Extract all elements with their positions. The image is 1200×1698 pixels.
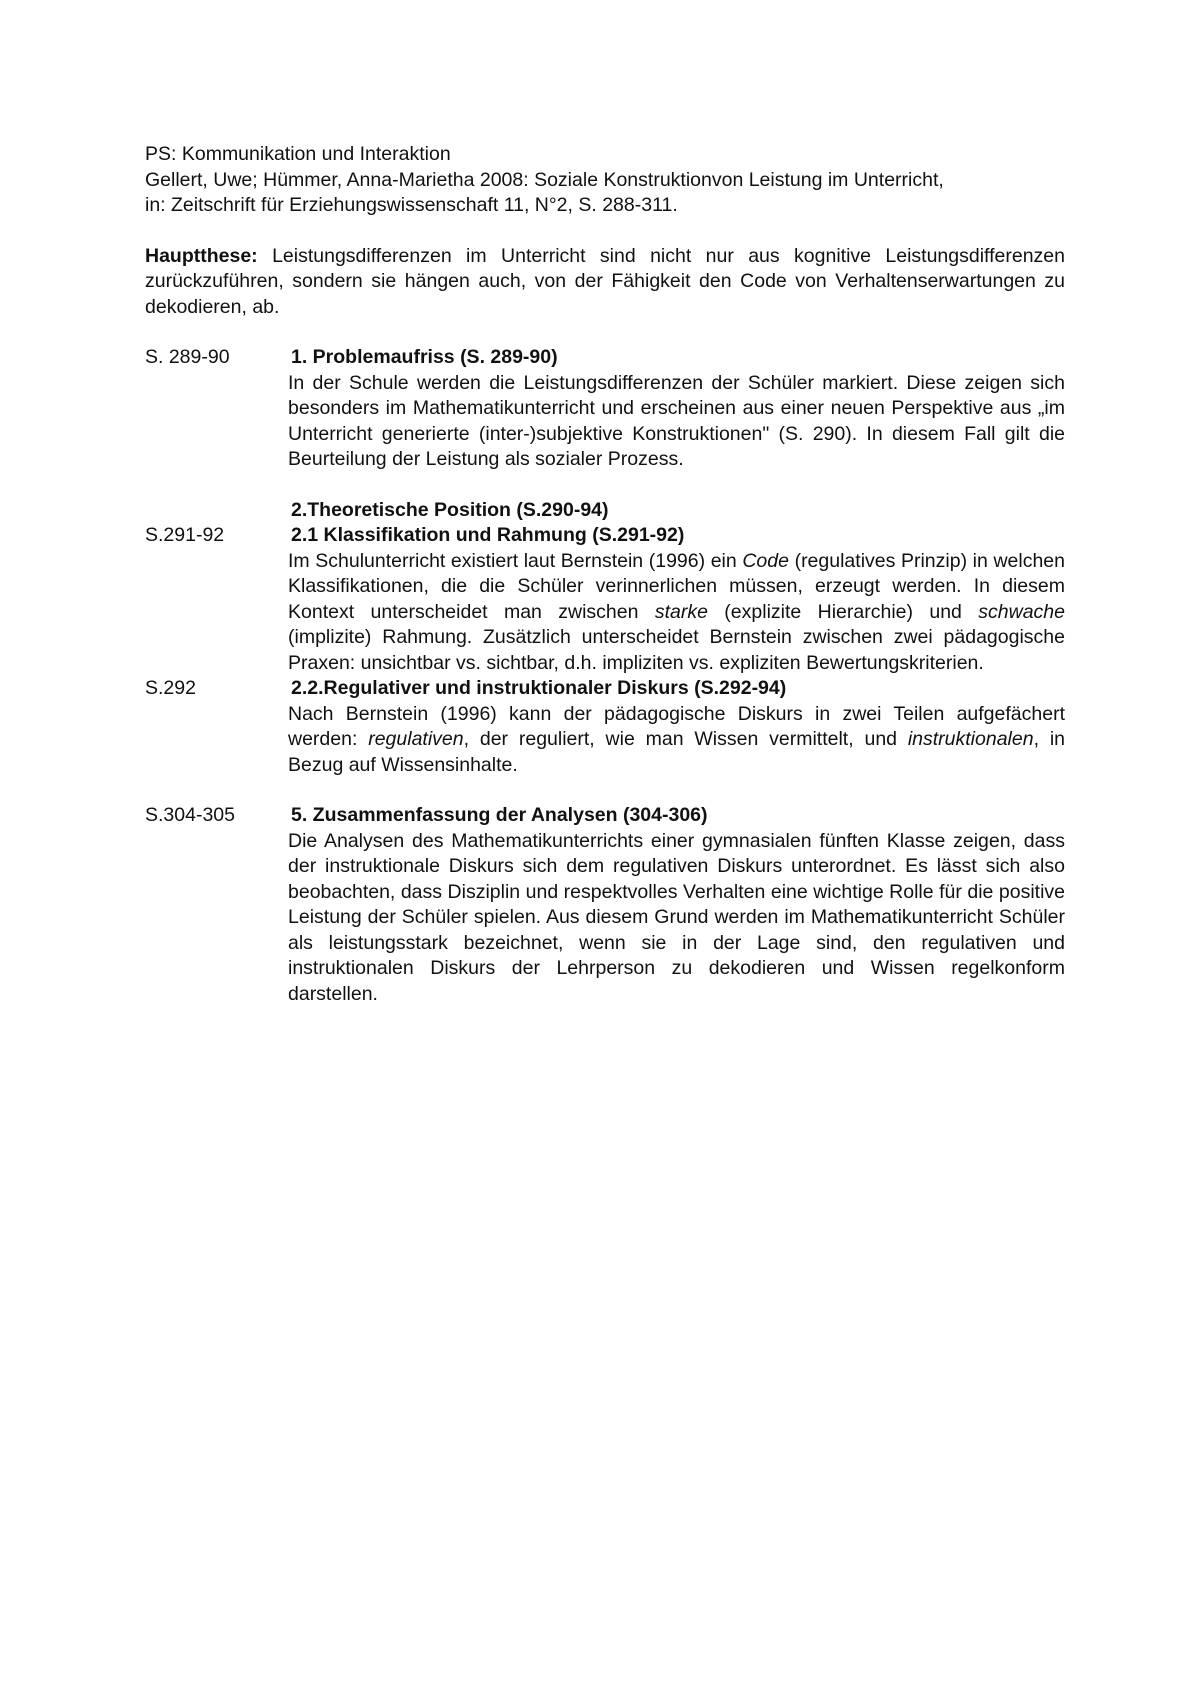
section-2-2-diskurs — [145, 676, 1065, 778]
section-heading: 2.1 Klassifikation und Rahmung (S.291-92) — [291, 524, 685, 546]
text-run: (implizite) Rahmung. Zusätzlich unterscheidet Bernstein zwischen zwei pädagogische Praxen: unsichtbar vs. sichtbar, d.h. impliziten vs. expliziten Bewertungskriterien. — [288, 626, 1065, 674]
section-text — [288, 549, 1065, 677]
section-text — [288, 702, 1065, 779]
document-page — [145, 142, 1065, 1007]
page-reference: S.291-92 — [145, 524, 225, 546]
citation-line-1: Gellert, Uwe; Hümmer, Anna-Marietha 2008: Soziale Konstruktionvon Leistung im Unterricht, — [145, 168, 944, 191]
section-text: Die Analysen des Mathematikunterrichts einer gymnasialen fünften Klasse zeigen, dass der instruktionale Diskurs sich dem regulativen Diskurs unterordnet. Es lässt sich also beobachten, dass Disziplin und respektvolles Verhalten eine wichtige Rolle für die positive Leistung der Schüler spielen. Aus diesem Grund werden im Mathematikunterricht Schüler als leistungsstark bezeichnet, wenn sie in der Lage sind, den regulativen und instruktionalen Diskurs der Lehrperson zu dekodieren und Wissen regelkonform darstellen. — [288, 829, 1065, 1005]
text-run: , der reguliert, wie man Wissen vermittelt, und — [463, 728, 908, 750]
thesis-text: Leistungsdifferenzen im Unterricht sind nicht nur aus kognitive Leistungsdifferenzen zurückzuführen, sondern sie hängen auch, von der Fähigkeit den Code von Verhaltenserwartungen zu dekodieren, ab. — [145, 244, 1065, 318]
italic-term: schwache — [978, 600, 1065, 623]
italic-term: regulativen — [368, 728, 464, 750]
italic-term: instruktionalen — [907, 728, 1034, 750]
text-run: Im Schulunterricht existiert laut Bernstein (1996) ein — [288, 549, 743, 572]
section-heading: 2.2.Regulativer und instruktionaler Diskurs (S.292-94) — [291, 677, 787, 699]
main-thesis — [145, 244, 1065, 321]
italic-term: Code — [742, 549, 789, 572]
page-reference: S.304-305 — [145, 804, 235, 826]
text-run: , in Bezug auf Wissensinhalte. — [288, 728, 1065, 776]
section-heading: 5. Zusammenfassung der Analysen (304-306) — [291, 804, 708, 826]
text-run: (regulatives Prinzip) in welchen Klassifikationen, die die Schüler verinnerlichen müssen, erzeugt werden. In diesem Kontext unterscheidet man zwischen — [288, 549, 1065, 623]
italic-term: starke — [654, 600, 708, 623]
course-title: PS: Kommunikation und Interaktion — [145, 143, 451, 165]
thesis-label: Hauptthese: — [145, 244, 258, 267]
section-heading: 1. Problemaufriss (S. 289-90) — [291, 346, 558, 368]
section-2-theoretische-position — [145, 498, 1065, 524]
text-run: Nach Bernstein (1996) kann der pädagogische Diskurs in zwei Teilen aufgefächert werden: — [288, 702, 1065, 750]
section-5-zusammenfassung — [145, 803, 1065, 1007]
section-heading: 2.Theoretische Position (S.290-94) — [291, 498, 609, 521]
citation-line-2: in: Zeitschrift für Erziehungswissenschaft 11, N°2, S. 288-311. — [145, 194, 678, 216]
document-header — [145, 142, 1065, 219]
page-reference: S. 289-90 — [145, 346, 230, 368]
section-text: In der Schule werden die Leistungsdifferenzen der Schüler markiert. Diese zeigen sich besonders im Mathematikunterricht und erscheinen aus einer neuen Perspektive aus „im Unterricht generierte (inter-)subjektive Konstruktionen" (S. 290). In diesem Fall gilt die Beurteilung der Leistung als sozialer Prozess. — [288, 371, 1065, 470]
section-2-1-klassifikation — [145, 523, 1065, 676]
section-1-problemaufriss — [145, 345, 1065, 473]
text-run: (explizite Hierarchie) und — [707, 600, 979, 623]
page-reference: S.292 — [145, 677, 196, 699]
